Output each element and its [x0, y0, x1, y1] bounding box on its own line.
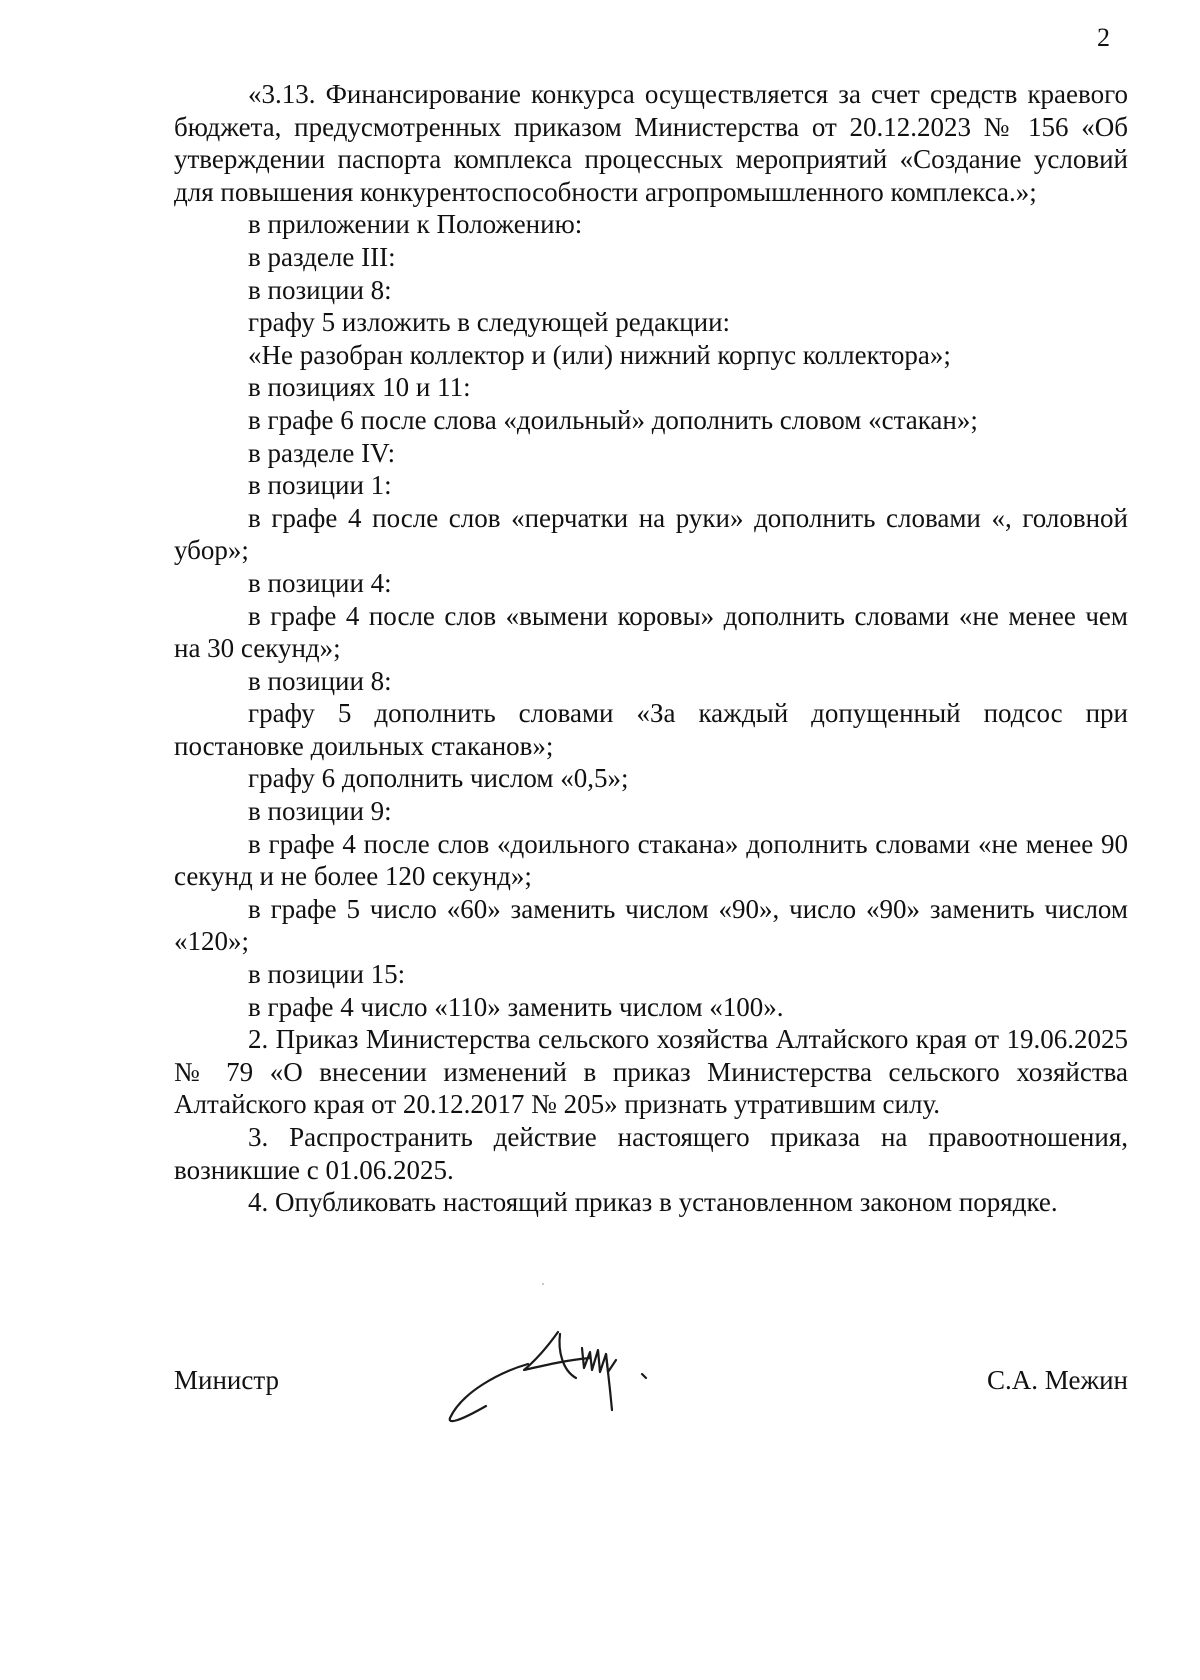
paragraph: графу 6 дополнить числом «0,5»;: [248, 763, 629, 794]
paragraph: в разделе III:: [248, 241, 396, 272]
signatory-name: С.А. Межин: [987, 1365, 1128, 1395]
scan-speck: [542, 1283, 544, 1285]
paragraph: в позиции 8:: [248, 665, 392, 696]
paragraph: в графе 4 после слов «вымени коровы» дополнить словами «не менее чем на 30 секунд»;: [174, 600, 1128, 664]
page-number: 2: [1097, 23, 1110, 52]
paragraph: в графе 4 после слов «перчатки на руки» дополнить словами «, головной убор»;: [174, 502, 1128, 566]
handwritten-signature-icon: [440, 1320, 720, 1440]
paragraph: в разделе IV:: [248, 437, 396, 468]
paragraph: в позиции 15:: [248, 959, 406, 990]
document-body: [174, 78, 1128, 1219]
paragraph: в приложении к Положению:: [248, 209, 583, 240]
paragraph: «Не разобран коллектор и (или) нижний корпус коллектора»;: [248, 339, 951, 370]
paragraph: в позиции 4:: [248, 567, 392, 598]
paragraph: в графе 4 число «110» заменить числом «100».: [248, 991, 784, 1022]
paragraph: 4. Опубликовать настоящий приказ в установленном законом порядке.: [248, 1187, 1058, 1218]
paragraph: графу 5 дополнить словами «За каждый допущенный подсос при постановке доильных стаканов»;: [174, 698, 1128, 761]
paragraph: «3.13. Финансирование конкурса осуществляется за счет средств краевого бюджета, предусмотренных приказом Министерства от 20.12.2023 № 156 «Об утверждении паспорта комплекса процессных мероприятий «Создание условий для повышения конкурентоспособности агропромышленного комплекса.»;: [174, 79, 1128, 207]
signatory-position: Министр: [174, 1365, 279, 1395]
paragraph: в позиции 8:: [248, 274, 392, 305]
paragraph: графу 5 изложить в следующей редакции:: [248, 307, 731, 338]
paragraph: в графе 6 после слова «доильный» дополнить словом «стакан»;: [248, 404, 978, 435]
paragraph: в графе 5 число «60» заменить числом «90», число «90» заменить числом «120»;: [174, 893, 1128, 957]
paragraph: 2. Приказ Министерства сельского хозяйства Алтайского края от 19.06.2025 № 79 «О внесении изменений в приказ Министерства сельского хозяйства Алтайского края от 20.12.2017 № 205» признать утратившим силу.: [174, 1024, 1128, 1120]
paragraph: в позиции 1:: [248, 470, 392, 501]
paragraph: в графе 4 после слов «доильного стакана» дополнить словами «не менее 90 секунд и не более 120 секунд»;: [174, 828, 1128, 892]
paragraph: в позициях 10 и 11:: [248, 372, 471, 403]
paragraph: 3. Распространить действие настоящего приказа на правоотношения, возникшие с 01.06.2025.: [174, 1122, 1128, 1185]
paragraph: в позиции 9:: [248, 796, 392, 827]
